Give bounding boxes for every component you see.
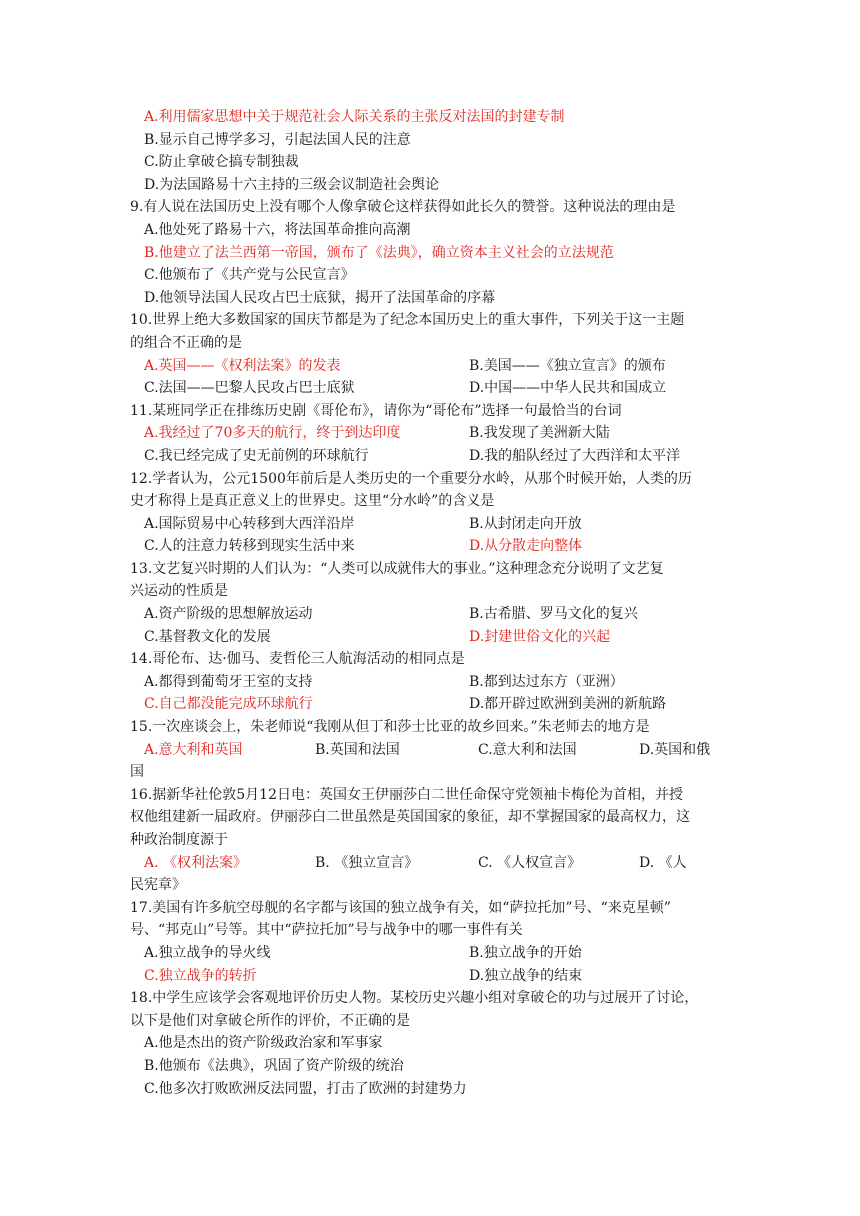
q14-option-b: B.都到达过东方（亚洲） — [469, 673, 624, 690]
q12-option-b: B.从封闭走向开放 — [469, 515, 582, 532]
q16-option-b: B. 《独立宣言》 — [315, 854, 419, 871]
q12-options-row-1 — [130, 513, 734, 536]
q10-options-row-1 — [130, 355, 734, 378]
q10-option-d: D.中国——中华人民共和国成立 — [469, 380, 667, 397]
q9-stem: 9.有人说在法国历史上没有哪个人像拿破仑这样获得如此长久的赞誉。这种说法的理由是 — [130, 199, 676, 216]
q16-option-d-wrap: 民宪章》 — [130, 877, 186, 894]
q8-option-c: C.防止拿破仑搞专制独裁 — [144, 154, 299, 171]
q13-option-d: D.封建世俗文化的兴起 — [469, 628, 611, 645]
q10-option-b: B.美国——《独立宣言》的颁布 — [469, 357, 666, 374]
q16-stem-line-3: 种政治制度源于 — [130, 832, 228, 848]
q17-option-b: B.独立战争的开始 — [469, 944, 582, 961]
q14-option-d: D.都开辟过欧洲到美洲的新航路 — [469, 696, 667, 713]
q11-option-c: C.我已经完成了史无前例的环球航行 — [144, 447, 369, 464]
q16-option-a: A. 《权利法案》 — [144, 854, 248, 871]
q11-option-b: B.我发现了美洲新大陆 — [469, 425, 610, 442]
q18-option-a: A.他是杰出的资产阶级政治家和军事家 — [144, 1035, 383, 1052]
q10-stem-line-2: 的组合不正确的是 — [130, 334, 242, 351]
q9-option-b: B.他建立了法兰西第一帝国，颁布了《法典》，确立资本主义社会的立法规范 — [144, 244, 614, 261]
q17-options-row-1 — [130, 942, 734, 965]
q13-options-row-1 — [130, 603, 734, 626]
q12-option-c: C.人的注意力转移到现实生活中来 — [144, 538, 355, 555]
q14-option-a: A.都得到葡萄牙王室的支持 — [144, 673, 313, 690]
q17-option-a: A.独立战争的导火线 — [144, 944, 271, 961]
q17-stem-line-2: 号、“邦克山”号等。其中“萨拉托加”号与战争中的哪一事件有关 — [130, 922, 523, 939]
q11-options-row-2 — [130, 445, 734, 468]
q13-option-a: A.资产阶级的思想解放运动 — [144, 606, 313, 623]
q16-option-c: C. 《人权宣言》 — [478, 854, 582, 871]
q11-options-row-1 — [130, 422, 734, 445]
q15-options-row — [130, 739, 734, 762]
q15-option-d-wrap: 国 — [130, 764, 144, 781]
q17-stem-line-1: 17.美国有许多航空母舰的名字都与该国的独立战争有关，如“萨拉托加”号、“来克星顿” — [130, 899, 671, 916]
q12-options-row-2 — [130, 535, 734, 558]
q18-option-c: C.他多次打败欧洲反法同盟，打击了欧洲的封建势力 — [144, 1080, 467, 1097]
question-list — [130, 106, 734, 1100]
q12-stem-line-2: 史才称得上是真正意义上的世界史。这里“分水岭”的含义是 — [130, 493, 495, 510]
q15-option-b: B.英国和法国 — [315, 741, 400, 758]
q14-option-c: C.自己都没能完成环球航行 — [144, 696, 313, 713]
q14-options-row-1 — [130, 671, 734, 694]
q15-option-d: D.英国和俄 — [639, 741, 711, 758]
q14-options-row-2 — [130, 693, 734, 716]
q18-stem-line-2: 以下是他们对拿破仑所作的评价，不正确的是 — [130, 1012, 410, 1029]
q12-option-a: A.国际贸易中心转移到大西洋沿岸 — [144, 515, 355, 532]
q10-stem-line-1: 10.世界上绝大多数国家的国庆节都是为了纪念本国历史上的重大事件，下列关于这一主题 — [130, 312, 685, 329]
q8-option-d: D.为法国路易十六主持的三级会议制造社会舆论 — [144, 176, 440, 193]
q8-option-a: A.利用儒家思想中关于规范社会人际关系的主张反对法国的封建专制 — [144, 109, 565, 125]
q18-option-b: B.他颁布《法典》，巩固了资产阶级的统治 — [144, 1057, 404, 1074]
q13-options-row-2 — [130, 626, 734, 649]
q15-stem: 15.一次座谈会上，朱老师说“我刚从但丁和莎士比亚的故乡回来。”朱老师去的地方是 — [130, 719, 650, 736]
q16-option-d: D. 《人 — [639, 854, 687, 871]
q9-option-c: C.他颁布了《共产党与公民宣言》 — [144, 267, 355, 284]
q16-stem-line-1: 16.据新华社伦敦5月12日电：英国女王伊丽莎白二世任命保守党领袖卡梅伦为首相，并授 — [130, 786, 683, 803]
q10-option-a: A.英国——《权利法案》的发表 — [144, 357, 341, 374]
q10-options-row-2 — [130, 377, 734, 400]
q9-option-d: D.他领导法国人民攻占巴士底狱，揭开了法国革命的序幕 — [144, 289, 496, 306]
q15-option-c: C.意大利和法国 — [478, 741, 577, 758]
q8-option-b: B.显示自己博学多习，引起法国人民的注意 — [144, 131, 411, 148]
q11-option-a: A.我经过了70多天的航行，终于到达印度 — [144, 425, 401, 442]
q13-stem-line-2: 兴运动的性质是 — [130, 583, 228, 600]
q15-option-a: A.意大利和英国 — [144, 741, 243, 758]
q13-option-b: B.古希腊、罗马文化的复兴 — [469, 606, 638, 623]
q10-option-c: C.法国——巴黎人民攻占巴士底狱 — [144, 380, 355, 397]
q17-options-row-2 — [130, 965, 734, 988]
q16-stem-line-2: 权他组建新一届政府。伊丽莎白二世虽然是英国国家的象征，却不掌握国家的最高权力，这 — [130, 809, 690, 826]
q11-stem: 11.某班同学正在排练历史剧《哥伦布》，请你为“哥伦布”选择一句最恰当的台词 — [130, 402, 622, 419]
q14-stem: 14.哥伦布、达·伽马、麦哲伦三人航海活动的相同点是 — [130, 651, 465, 668]
q18-stem-line-1: 18.中学生应该学会客观地评价历史人物。某校历史兴趣小组对拿破仑的功与过展开了讨论， — [130, 990, 699, 1007]
q17-option-c: C.独立战争的转折 — [144, 967, 257, 984]
q13-stem-line-1: 13.文艺复兴时期的人们认为：“人类可以成就伟大的事业。”这种理念充分说明了文艺复 — [130, 560, 664, 577]
q16-options-row — [130, 852, 734, 875]
q17-option-d: D.独立战争的结束 — [469, 967, 583, 984]
q12-option-d: D.从分散走向整体 — [469, 538, 583, 555]
q12-stem-line-1: 12.学者认为，公元1500年前后是人类历史的一个重要分水岭，从那个时候开始，人类的历 — [130, 470, 692, 487]
q9-option-a: A.他处死了路易十六，将法国革命推向高潮 — [144, 221, 411, 238]
q11-option-d: D.我的船队经过了大西洋和太平洋 — [469, 447, 681, 464]
q13-option-c: C.基督教文化的发展 — [144, 628, 271, 645]
